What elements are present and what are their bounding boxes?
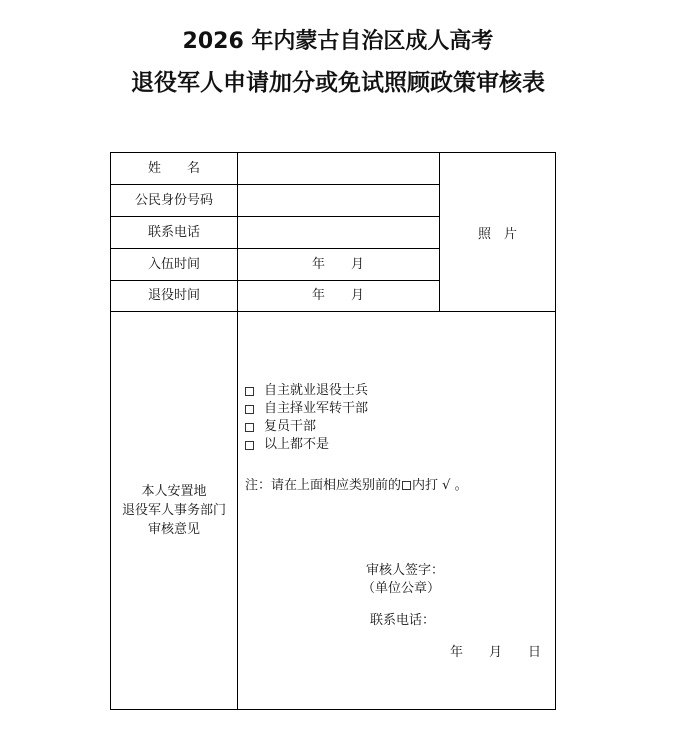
form-title-line2: 退役军人申请加分或免试照顾政策审核表 [131,70,545,96]
row-divider [111,280,439,281]
form-title-line1: 2026 年内蒙古自治区成人高考 [182,29,494,54]
name-label: 姓 名 [147,161,200,176]
option-label: 复员干部 [264,419,317,434]
discharge-date-label: 退役时间 [147,288,200,303]
checkbox-icon[interactable] [245,423,254,432]
opinion-label-line1: 本人安置地 [141,483,207,499]
row-divider [111,248,439,249]
checkbox-icon [402,481,411,490]
review-form-table [110,152,556,710]
note-suffix: 内打 √ 。 [412,478,468,493]
id-number-field[interactable] [237,185,439,216]
phone-field[interactable] [237,217,439,248]
option-label: 自主就业退役士兵 [264,383,369,398]
review-opinion-label [111,311,237,709]
enlistment-date-field[interactable]: 年 月 [311,257,364,272]
option-label: 自主择业军转干部 [264,401,369,416]
id-number-label: 公民身份号码 [134,193,213,208]
name-field[interactable] [237,153,439,184]
discharge-date-field[interactable]: 年 月 [311,288,364,303]
note-prefix: 注：请在上面相应类别前的 [245,478,402,493]
checkbox-icon[interactable] [245,405,254,414]
option-self-employed-veteran[interactable] [245,382,368,400]
photo-box [439,153,556,311]
option-none-of-above[interactable] [245,436,368,454]
checkbox-icon[interactable] [245,441,254,450]
contact-phone-label: 联系电话： [370,613,436,628]
checkbox-icon[interactable] [245,387,254,396]
reviewer-signature-label: 审核人签字： [366,563,445,578]
instruction-note [245,474,468,493]
option-self-career-transferred-officer[interactable] [245,400,368,418]
enlistment-date-label: 入伍时间 [147,257,200,272]
unit-seal-label: （单位公章） [362,581,441,596]
opinion-label-line3: 审核意见 [147,521,200,537]
opinion-label-line2: 退役军人事务部门 [121,502,226,518]
option-demobilized-cadre[interactable] [245,418,368,436]
option-label: 以上都不是 [264,437,330,452]
category-options [245,382,368,454]
sign-date: 年 月 日 [450,645,542,660]
phone-label: 联系电话 [147,225,200,240]
photo-label: 照 片 [477,226,517,242]
